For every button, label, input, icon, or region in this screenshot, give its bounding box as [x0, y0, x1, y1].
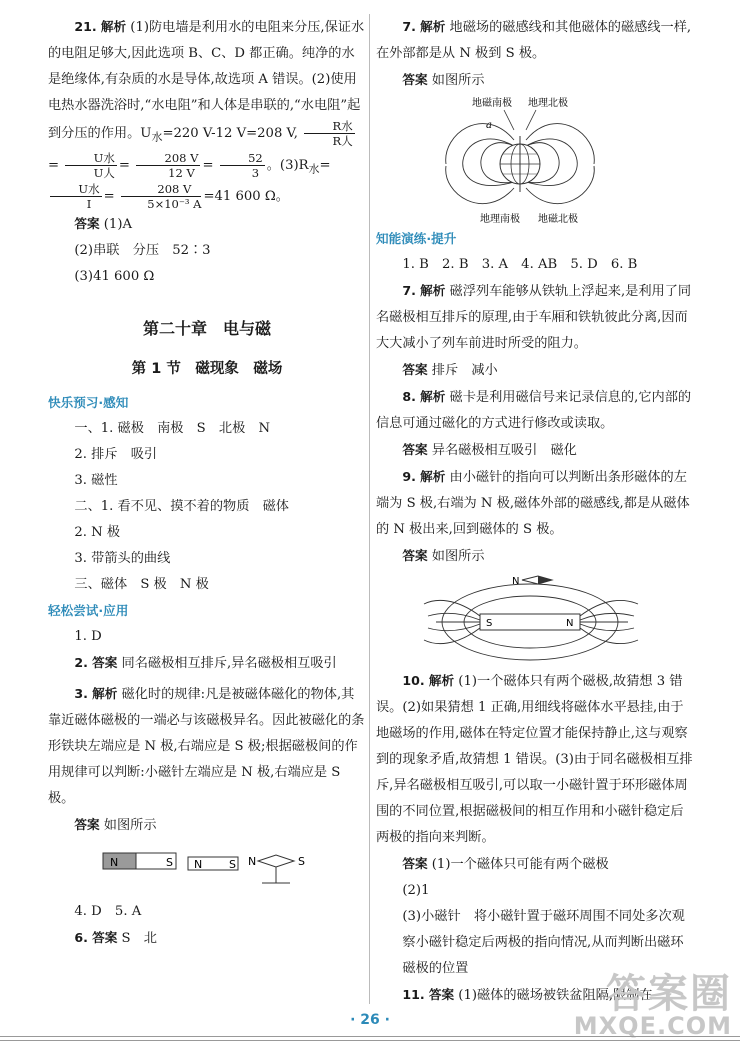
q21-answer: 答案 (1)A [74, 216, 132, 233]
q10-analysis: 10. 解析 (1)一个磁体只有两个磁极,故猜想 3 错误。(2)如果猜想 1 正确,用细线将磁体水平悬挂,由于地磁场的作用,磁体在特定位置才能保持静止,这与观察到的现象矛盾,故猜想 1 错误。(3)由于同名磁极相互排斥,异名磁极相互吸引,可以取一小磁针置于环形磁体周围的不同位置,根据磁极间的相互作用和小磁针稳定后两极的指向来判断。 [376, 673, 693, 845]
q9-analysis: 9. 解析 由小磁针的指向可以判断出条形磁体的左端为 S 极,右端为 N 极,磁体外部的磁感线,都是从磁体的 N 极出来,回到磁体的 S 极。 [376, 469, 690, 537]
compass-needle [258, 855, 294, 867]
q21-answer-2: (2)串联 分压 52∶3 [74, 243, 211, 259]
list-item: 3. 磁性 [74, 473, 118, 489]
q7-answer: 答案 如图所示 [402, 72, 485, 88]
q10-answer-3: (3)小磁针 将小磁针置于磁环周围不同处多次观察小磁针稳定后两极的指向情况,从而判断出磁环磁极的位置 [402, 909, 685, 976]
magnet-magnetization-figure [48, 839, 366, 899]
q2-answer: 2. 答案 同名磁极相互排斥,异名磁极相互吸引 [74, 655, 337, 672]
iron-n-label: N [194, 858, 203, 872]
label-geomag-south: 地磁南极 [472, 98, 512, 109]
needle-n-label: N [248, 855, 257, 869]
point-a-label: a [486, 120, 492, 131]
bar-magnet-field-figure [376, 570, 694, 668]
magnet-s-label: S [166, 856, 173, 870]
magnet-n-label: N [110, 856, 119, 870]
q21-analysis: 21. 解析 (1)防电墙是利用水的电阻来分压,保证水的电阻足够大,因此选项 B、C、D 都正确。纯净的水是绝缘体,有杂质的水是导体,故选项 A 错误。(2)使用电热水器洗浴时,“水电阻”和人体是串联的,“水电阻”起到分压的作用。$U_水=220$ V-12 V=208 V, $\frac{\text{R水}}{\text{R人}}$ = $\frac{\text{U水}}{\text{U人}}$ = $\frac{208 V}{12 V}$ = $\frac{52}{3}$ 。$(3)R_水=$ $\frac{\text{U水}}{I}$ = $\frac{208 V}{\text{5×10⁻³ A}}$ =41 600 Ω。 [48, 19, 365, 212]
bar-magnet [480, 614, 580, 630]
list-item: 一、1. 磁极 南极 S 北极 N [74, 421, 270, 437]
q3-answer: 答案 如图所示 [74, 817, 157, 834]
q7b-analysis: 7. 解析 磁浮列车能够从铁轨上浮起来,是利用了同名磁极相互排斥的原理,由于车厢和铁轨彼此分离,因而大大减小了列车前进时所受的阻力。 [376, 283, 692, 351]
q9-answer: 答案 如图所示 [402, 548, 485, 564]
bar-s-label: S [486, 618, 493, 629]
list-item: 2. 排斥 吸引 [74, 447, 158, 463]
q8-analysis: 8. 解析 磁卡是利用磁信号来记录信息的,它内部的信息可通过磁化的方式进行修改或读取。 [376, 389, 692, 431]
q11-answer: 11. 答案 (1)磁体的磁场被铁盆阻隔,限制在 [402, 987, 653, 1003]
list-item: 三、磁体 S 极 N 极 [74, 577, 209, 593]
q6-answer: 6. 答案 S 北 [74, 930, 157, 947]
fraction: $\frac{208 V}{\text{5×10⁻³ A}}$ [121, 182, 202, 211]
left-column [48, 14, 366, 952]
q8-answer: 答案 异名磁极相互吸引 磁化 [402, 442, 577, 458]
list-item: 2. N 极 [74, 525, 121, 541]
q3-analysis: 3. 解析 磁化时的规律:凡是被磁体磁化的物体,其靠近磁体磁极的一端必与该磁极异名。因此被磁化的条形铁块左端应是 N 极,右端应是 S 极;根据磁极间的作用规律可以判断:小磁针左端应是 N 极,右端应是 S 极。 [48, 686, 365, 807]
right-column [376, 14, 694, 1009]
q21-answer-3: (3)41 600 Ω [74, 269, 155, 285]
label-geomag-north: 地磁北极 [538, 214, 578, 225]
fraction: $\frac{\text{U水}}{I}$ [50, 182, 102, 211]
q4-5: 4. D 5. A [74, 904, 142, 920]
section-heading-practice: 知能演练·提升 [376, 231, 457, 246]
section-title: 第 1 节 磁现象 磁场 [131, 361, 283, 378]
fraction: $\frac{\text{R水}}{\text{R人}}$ [304, 119, 355, 148]
iron-s-label: S [229, 858, 236, 872]
bar-n-label: N [566, 618, 574, 629]
label-geo-north: 地理北极 [528, 98, 568, 109]
page-number: · 26 · [350, 1012, 390, 1028]
section-heading-preview: 快乐预习·感知 [48, 395, 129, 411]
list-item: 1. D [74, 629, 102, 645]
q7-analysis: 7. 解析 地磁场的磁感线和其他磁体的磁感线一样,在外部都是从 N 极到 S 极。 [376, 19, 692, 61]
compass-needle-dark [538, 576, 552, 584]
section-heading-try: 轻松尝试·应用 [48, 603, 129, 619]
needle-s-label: S [298, 855, 305, 869]
list-item: 3. 带箭头的曲线 [74, 551, 171, 567]
q10-answer-2: (2)1 [402, 883, 430, 898]
watermark: 答案圈 MXQE.COM [573, 971, 732, 1040]
q7b-answer: 答案 排斥 减小 [402, 362, 498, 378]
fraction: $\frac{208 V}{12 V}$ [136, 151, 200, 180]
fraction: $\frac{52}{3}$ [220, 151, 265, 180]
q1-6-answers: 1. B 2. B 3. A 4. AB 5. D 6. B [402, 257, 638, 272]
label-geo-south: 地理南极 [480, 214, 520, 225]
chapter-title: 第二十章 电与磁 [142, 319, 271, 339]
list-item: 二、1. 看不见、摸不着的物质 磁体 [74, 499, 289, 515]
fraction: $\frac{\text{U水}}{\text{U人}}$ [65, 151, 117, 180]
bottom-rule [0, 1036, 740, 1041]
earth-magnetic-field-figure [376, 94, 694, 226]
magnet-n-half [103, 853, 136, 869]
q10-answer: 答案 (1)一个磁体只可能有两个磁极 [402, 856, 609, 872]
column-divider [369, 14, 370, 1004]
needle-n-label: N [512, 576, 520, 587]
